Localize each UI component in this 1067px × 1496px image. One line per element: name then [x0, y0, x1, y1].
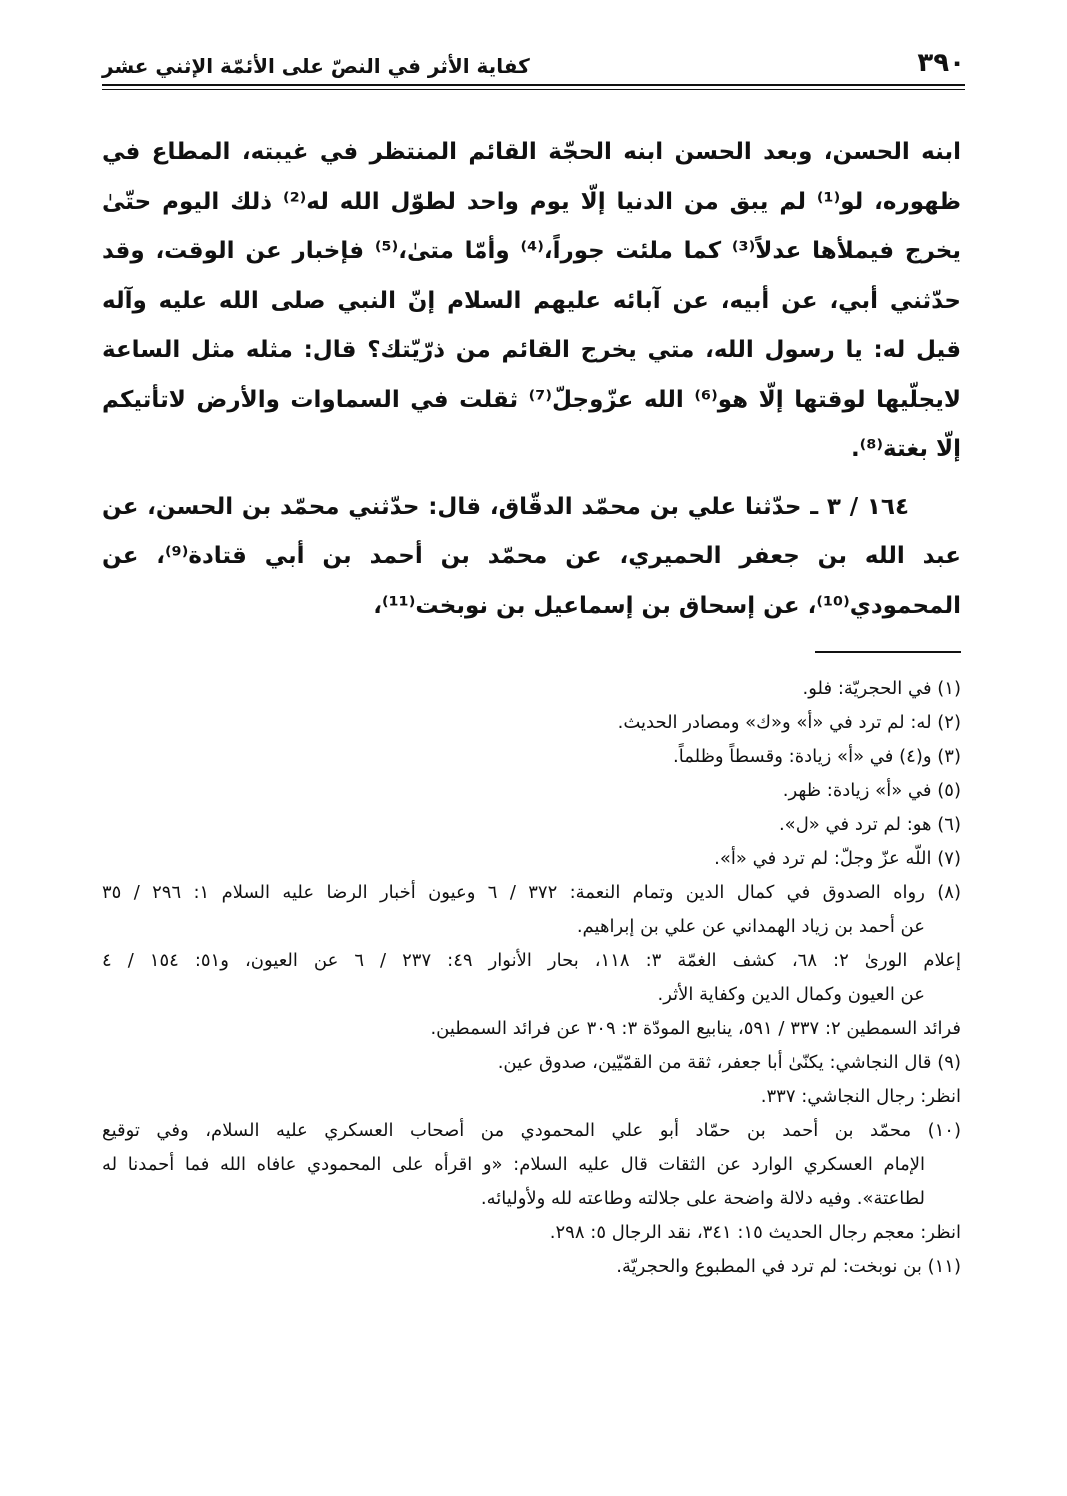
footnote-10-line-2: الإمام العسكري الوارد عن الثقات قال عليه السلام: «و اقرأه على المحمودي عافاه الله فما أحمدنا له — [102, 1154, 925, 1175]
footnote-2: (٢) له: لم ترد في «أ» و«ك» ومصادر الحديث. — [617, 712, 961, 733]
book-title: كفاية الأثر في النصّ على الأئمّة الإثني عشر — [102, 54, 530, 78]
footnote-7: (٧) اللّه عزّ وجلّ: لم ترد في «أ». — [714, 848, 961, 869]
running-head — [102, 38, 965, 78]
footnote-10-line-4: انظر: معجم رجال الحديث ١٥: ٣٤١، نقد الرجال ٥: ٢٩٨. — [549, 1222, 961, 1243]
main-paragraph-1: ابنه الحسن، وبعد الحسن ابنه الحجّة القائم المنتظر في غيبته، المطاع في ظهوره، لو⁽¹⁾ لم يبق من الدنيا إلّا يوم واحد لطوّل الله له⁽²⁾ ذلك اليوم حتّىٰ يخرج فيملأها عدلاً⁽³⁾ كما ملئت جوراً،⁽⁴⁾ وأمّا متىٰ،⁽⁵⁾ فإخبار عن الوقت، وقد حدّثني أبي، عن أبيه، عن آبائه عليهم السلام إنّ النبي صلى الله عليه وآله قيل له: يا رسول الله، متي يخرج القائم من ذرّيّتك؟ قال: مثله مثل الساعة لايجلّيها لوقتها إلّا هو⁽⁶⁾ الله عزّوجلّ⁽⁷⁾ ثقلت في السماوات والأرض لاتأتيكم إلّا بغتة⁽⁸⁾. — [102, 139, 962, 462]
footnote-8-line-1: (٨) رواه الصدوق في كمال الدين وتمام النعمة: ٣٧٢ / ٦ وعيون أخبار الرضا عليه السلام ١: ٢٩٦ / ٣٥ — [102, 882, 961, 903]
footnote-8-line-5: فرائد السمطين ٢: ٣٣٧ / ٥٩١، ينابيع المودّة ٣: ٣٠٩ عن فرائد السمطين. — [430, 1018, 961, 1039]
main-text — [102, 128, 961, 631]
footnote-9-line-2: انظر: رجال النجاشي: ٣٣٧. — [760, 1086, 961, 1107]
footnote-8-line-3: إعلام الورىٰ ٢: ٦٨، كشف الغمّة ٣: ١١٨، بحار الأنوار ٤٩: ٢٣٧ / ٦ عن العيون، و٥١: ١٥٤ / ٤ — [102, 950, 962, 971]
footnote-9-line-1: (٩) قال النجاشي: يكنّىٰ أبا جعفر، ثقة من القمّيّين، صدوق عين. — [497, 1052, 961, 1073]
footnote-1: (١) في الحجريّة: فلو. — [802, 678, 961, 699]
main-paragraph-2: ١٦٤ / ٣ ـ حدّثنا علي بن محمّد الدقّاق، قال: حدّثني محمّد بن الحسن، عن عبد الله بن جعفر الحميري، عن محمّد بن أحمد بن أبي قتادة⁽⁹⁾، عن المحمودي⁽¹⁰⁾، عن إسحاق بن إسماعيل بن نوبخت⁽¹¹⁾، — [102, 493, 961, 619]
footnote-10-line-1: (١٠) محمّد بن أحمد بن حمّاد أبو علي المحمودي من أصحاب العسكري عليه السلام، وفي توقيع — [102, 1120, 961, 1141]
footnote-10-line-3: لطاعتة». وفيه دلالة واضحة على جلالته وطاعته لله ولأوليائه. — [480, 1188, 925, 1209]
footnotes — [102, 672, 961, 1284]
footnote-8-line-2: عن أحمد بن زياد الهمداني عن علي بن إبراهيم. — [576, 916, 925, 937]
page-number: ٣٩٠ — [917, 48, 965, 78]
footnote-5: (٥) في «أ» زيادة: ظهر. — [782, 780, 961, 801]
header-rule — [102, 84, 965, 90]
footnote-separator — [815, 651, 961, 653]
footnote-3-4: (٣) و(٤) في «أ» زيادة: وقسطاً وظلماً. — [673, 746, 961, 767]
footnote-6: (٦) هو: لم ترد في «ل». — [778, 814, 961, 835]
footnote-11: (١١) بن نوبخت: لم ترد في المطبوع والحجريّة. — [616, 1256, 961, 1277]
footnote-8-line-4: عن العيون وكمال الدين وكفاية الأثر. — [657, 984, 925, 1005]
